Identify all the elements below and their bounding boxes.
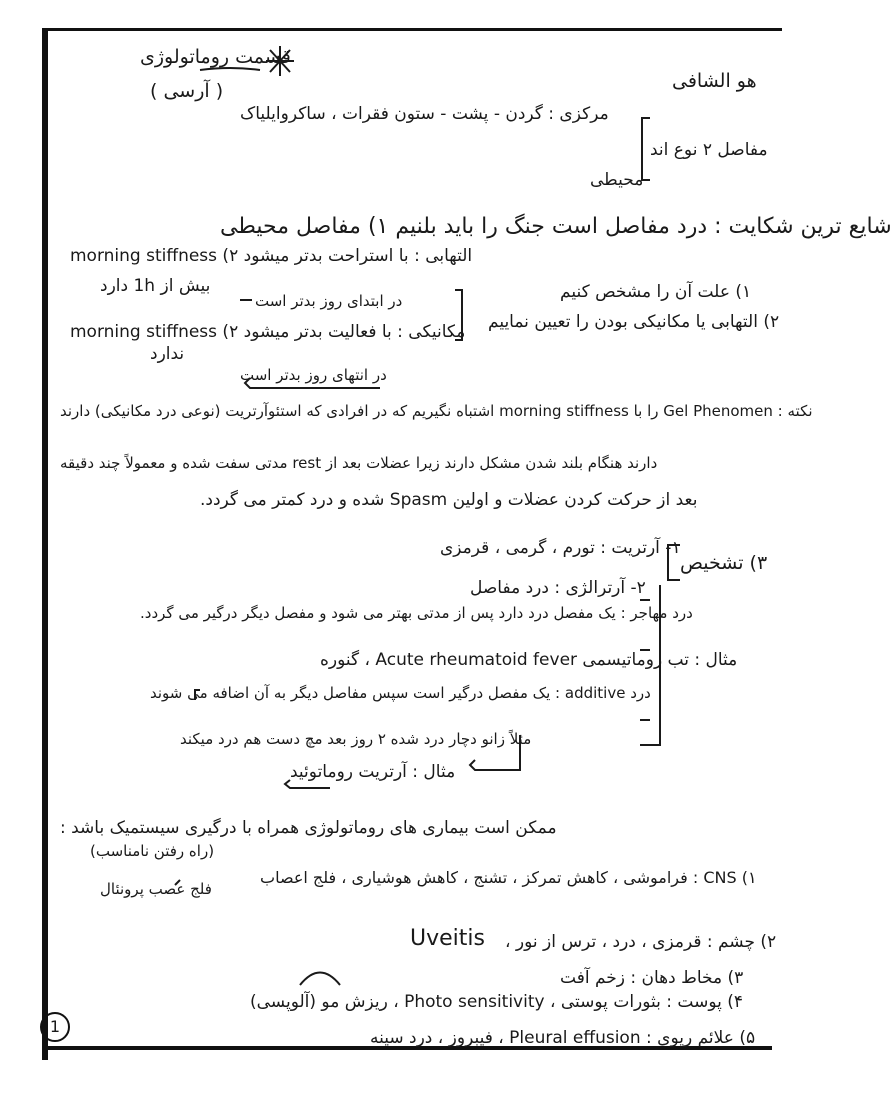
note-line-2: دارند هنگام بلند شدن مشکل دارند زیرا عضلات بعد از rest مدتی سفت شده و معمولاً چند دقیقه <box>60 454 658 472</box>
inflammatory-time-text: بیش از 1h دارد <box>100 276 211 296</box>
joint-types-text: مفاصل ۲ نوع اند <box>650 140 768 160</box>
page-title: قسمت روماتولوژی <box>140 46 291 68</box>
cns-tail-text: فلج عصب پرونئال <box>100 880 212 898</box>
systemic-intro-text: ممکن است بیماری های روماتولوژی همراه با درگیری سیستمیک باشد : <box>60 818 557 838</box>
page-border-top <box>42 28 782 31</box>
cns-text: ۱) CNS : فراموشی ، کاهش تمرکز ، تشنج ، کاهش هوشیاری ، فلج اعصاب <box>260 868 757 887</box>
page-subtitle: ( آرسی ) <box>150 80 224 102</box>
axial-joints-text: مرکزی : گردن - پشت - ستون فقرات ، ساکروایلیاک <box>240 104 609 124</box>
note-line-3: بعد از حرکت کردن عضلات و اولین Spasm شده و درد کمتر می گردد. <box>200 490 698 510</box>
page-border-left <box>42 30 48 1060</box>
mouth-text: ۳) مخاط دهان : زخم آفت <box>560 968 744 988</box>
note-line-1: نکته : Gel Phenomen را با morning stiffness اشتباه نگیریم که در افرادی که استئوآرتریت (نوعی درد مکانیکی) دارند <box>60 402 813 420</box>
lung-text: ۵) علائم ریوی : Pleural effusion ، فیبروز ، درد سینه <box>370 1028 756 1048</box>
inflammatory-note-text: در ابتدای روز بدتر است <box>255 292 403 310</box>
diagnosis-label: ۳) تشخیص <box>680 552 768 574</box>
migratory-text: درد مهاجر : یک مفصل درد دارد پس از مدتی بهتر می شود و مفصل دیگر درگیر می گردد. <box>140 604 693 622</box>
invocation-text: هو الشافی <box>672 70 757 92</box>
uveitis-label: Uveitis <box>410 926 485 951</box>
systemic-intro-tail: (راه رفتن نامناسب) <box>90 842 215 860</box>
mechanical-no-text: ندارد <box>150 344 185 364</box>
inflammatory-text: التهابی : با استراحت بدتر میشود ۲) morning stiffness <box>70 246 473 266</box>
common-complaint-text: شایع ترین شکایت : درد مفاصل است جنگ را باید بلنیم ۱) مفاصل محیطی <box>220 214 892 239</box>
peripheral-text: محیطی <box>590 170 644 190</box>
additive-detail-text: مثلاً زانو دچار درد شده ۲ روز بعد مچ دست هم درد میکند <box>180 730 532 748</box>
arthritis-text: ۱- آرتریت : تورم ، گرمی ، قرمزی <box>440 538 681 558</box>
item2-text: ۲) التهابی یا مکانیکی بودن را تعیین نماییم <box>488 312 780 332</box>
arthralgia-text: ۲- آرترالژی : درد مفاصل <box>470 578 646 598</box>
mechanical-text: مکانیکی : با فعالیت بدتر میشود ۲) morning stiffness <box>70 322 466 342</box>
additive-example-text: مثال : آرتریت روماتوئید <box>290 762 456 782</box>
item1-text: ۱) علت آن را مشخص کنیم <box>560 282 752 302</box>
eye-text: ۲) چشم : قرمزی ، درد ، ترس از نور ، <box>505 932 777 952</box>
migratory-example-text: مثال : تب روماتیسمی Acute rheumatoid fever ، گنوره <box>320 650 738 670</box>
page-number: 1 <box>40 1012 70 1042</box>
additive-text: درد additive : یک مفصل درگیر است سپس مفاصل دیگر به آن اضافه می شوند <box>150 684 651 702</box>
mechanical-note-text: در انتهای روز بدتر است <box>240 366 387 384</box>
skin-text: ۴) پوست : بثورات پوستی ، Photo sensitivity ، ریزش مو (آلوپسی) <box>250 992 744 1012</box>
